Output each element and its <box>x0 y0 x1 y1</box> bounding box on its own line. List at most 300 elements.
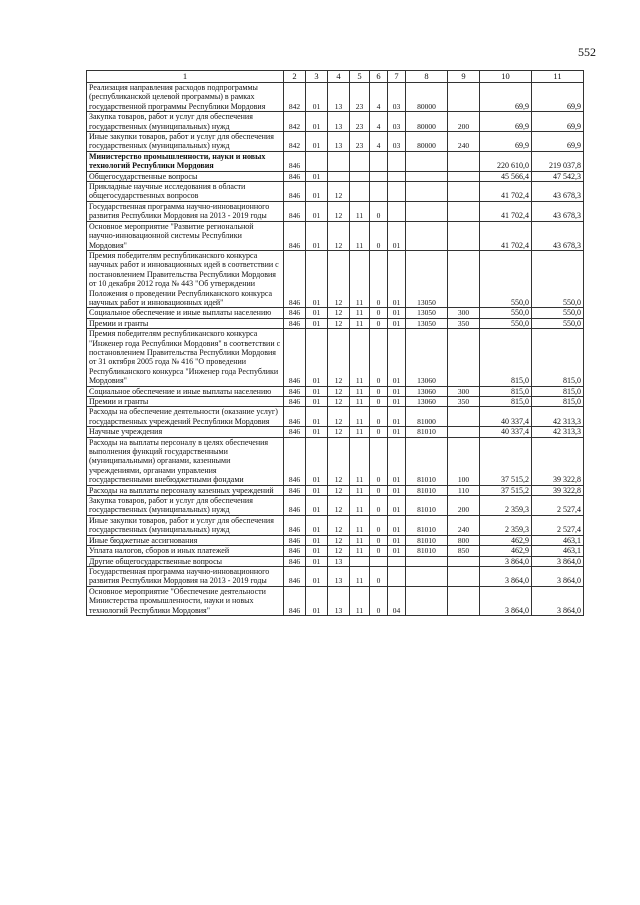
code-cell: 80000 <box>406 83 448 112</box>
row-name: Закупка товаров, работ и услуг для обеспечения государственных (муниципальных) нужд <box>87 112 284 132</box>
row-name: Научные учреждения <box>87 427 284 437</box>
row-name: Иные закупки товаров, работ и услуг для обеспечения государственных (муниципальных) нужд <box>87 515 284 535</box>
row-name: Иные бюджетные ассигнования <box>87 535 284 545</box>
table-row <box>87 329 584 386</box>
code-cell <box>388 171 406 181</box>
amount-cell: 41 702,4 <box>480 221 532 250</box>
code-cell <box>350 151 370 171</box>
table-row <box>87 201 584 221</box>
amount-cell: 3 864,0 <box>480 566 532 586</box>
code-cell: 0 <box>370 201 388 221</box>
amount-cell: 815,0 <box>480 329 532 386</box>
code-cell: 12 <box>328 250 350 307</box>
code-cell: 0 <box>370 397 388 407</box>
table-row <box>87 151 584 171</box>
code-cell: 0 <box>370 566 388 586</box>
code-cell: 846 <box>284 308 306 318</box>
table-row <box>87 407 584 427</box>
code-cell: 81010 <box>406 546 448 556</box>
code-cell: 01 <box>388 515 406 535</box>
code-cell: 01 <box>306 132 328 152</box>
row-name: Государственная программа научно-инновационного развития Республики Мордовия на 2013 - 2019 годы <box>87 201 284 221</box>
code-cell: 4 <box>370 83 388 112</box>
amount-cell: 42 313,3 <box>532 407 584 427</box>
code-cell: 12 <box>328 515 350 535</box>
code-cell: 11 <box>350 515 370 535</box>
code-cell: 23 <box>350 83 370 112</box>
code-cell: 12 <box>328 386 350 396</box>
code-cell <box>388 201 406 221</box>
code-cell <box>370 182 388 202</box>
amount-cell: 43 678,3 <box>532 182 584 202</box>
code-cell: 01 <box>306 485 328 495</box>
code-cell: 01 <box>306 586 328 615</box>
code-cell: 11 <box>350 566 370 586</box>
table-row <box>87 556 584 566</box>
code-cell: 846 <box>284 515 306 535</box>
code-cell <box>370 556 388 566</box>
code-cell: 12 <box>328 329 350 386</box>
amount-cell: 69,9 <box>532 83 584 112</box>
table-row <box>87 171 584 181</box>
code-cell: 846 <box>284 496 306 516</box>
amount-cell: 462,9 <box>480 546 532 556</box>
code-cell: 850 <box>448 546 480 556</box>
amount-cell: 69,9 <box>480 132 532 152</box>
table-row <box>87 386 584 396</box>
amount-cell: 2 527,4 <box>532 496 584 516</box>
code-cell: 81010 <box>406 515 448 535</box>
code-cell: 0 <box>370 515 388 535</box>
code-cell: 01 <box>388 250 406 307</box>
amount-cell: 69,9 <box>532 112 584 132</box>
code-cell <box>406 556 448 566</box>
code-cell <box>328 171 350 181</box>
code-cell: 01 <box>306 171 328 181</box>
code-cell: 23 <box>350 132 370 152</box>
code-cell: 12 <box>328 308 350 318</box>
amount-cell: 69,9 <box>532 132 584 152</box>
code-cell: 81000 <box>406 407 448 427</box>
code-cell: 23 <box>350 112 370 132</box>
code-cell: 01 <box>306 308 328 318</box>
table-row <box>87 308 584 318</box>
code-cell <box>448 221 480 250</box>
code-cell: 01 <box>306 250 328 307</box>
code-cell: 846 <box>284 250 306 307</box>
code-cell: 12 <box>328 397 350 407</box>
code-cell: 12 <box>328 437 350 485</box>
code-cell: 846 <box>284 586 306 615</box>
amount-cell: 40 337,4 <box>480 407 532 427</box>
code-cell: 01 <box>388 386 406 396</box>
code-cell <box>350 556 370 566</box>
row-name: Премия победителям республиканского конкурса научных работ и инновационных идей в соответствии с постановлением Правительства Республики Мордовия от 10 декабря 2012 года № 443 "Об утверждении Положения о проведении Республиканского конкурса научных работ и инновационных идей" <box>87 250 284 307</box>
column-header: 11 <box>532 71 584 83</box>
amount-cell: 550,0 <box>532 318 584 328</box>
code-cell: 11 <box>350 535 370 545</box>
row-name: Социальное обеспечение и иные выплаты населению <box>87 386 284 396</box>
amount-cell: 550,0 <box>480 318 532 328</box>
row-name: Основное мероприятие "Развитие региональной научно-инновационной системы Республики Мордовия" <box>87 221 284 250</box>
code-cell: 846 <box>284 151 306 171</box>
code-cell: 01 <box>306 515 328 535</box>
page-number: 552 <box>578 45 596 59</box>
code-cell: 11 <box>350 407 370 427</box>
column-header: 7 <box>388 71 406 83</box>
table-row <box>87 437 584 485</box>
code-cell: 11 <box>350 397 370 407</box>
code-cell: 12 <box>328 427 350 437</box>
row-name: Министерство промышленности, науки и новых технологий Республики Мордовия <box>87 151 284 171</box>
code-cell: 11 <box>350 546 370 556</box>
amount-cell: 463,1 <box>532 535 584 545</box>
amount-cell: 463,1 <box>532 546 584 556</box>
code-cell <box>406 151 448 171</box>
code-cell: 01 <box>306 566 328 586</box>
code-cell: 11 <box>350 437 370 485</box>
amount-cell: 43 678,3 <box>532 201 584 221</box>
code-cell: 200 <box>448 496 480 516</box>
code-cell: 11 <box>350 496 370 516</box>
amount-cell: 815,0 <box>480 397 532 407</box>
code-cell: 0 <box>370 437 388 485</box>
code-cell: 12 <box>328 318 350 328</box>
amount-cell: 3 864,0 <box>532 586 584 615</box>
amount-cell: 2 359,3 <box>480 515 532 535</box>
code-cell: 350 <box>448 397 480 407</box>
code-cell: 846 <box>284 566 306 586</box>
code-cell: 846 <box>284 329 306 386</box>
code-cell: 11 <box>350 386 370 396</box>
code-cell: 01 <box>306 112 328 132</box>
code-cell <box>448 201 480 221</box>
code-cell: 01 <box>306 437 328 485</box>
code-cell: 350 <box>448 318 480 328</box>
row-name: Социальное обеспечение и иные выплаты населению <box>87 308 284 318</box>
code-cell: 03 <box>388 112 406 132</box>
code-cell: 12 <box>328 485 350 495</box>
code-cell <box>448 329 480 386</box>
amount-cell: 3 864,0 <box>480 586 532 615</box>
code-cell: 11 <box>350 427 370 437</box>
row-name: Расходы на выплаты персоналу в целях обеспечения выполнения функций государственными (муниципальными) органами, казенными учреждениями, органами управления государственными внебюджетными фондами <box>87 437 284 485</box>
code-cell: 01 <box>306 386 328 396</box>
amount-cell: 42 313,3 <box>532 427 584 437</box>
amount-cell: 3 864,0 <box>480 556 532 566</box>
table-row <box>87 427 584 437</box>
code-cell: 01 <box>388 546 406 556</box>
row-name: Расходы на выплаты персоналу казенных учреждений <box>87 485 284 495</box>
column-header: 5 <box>350 71 370 83</box>
table-row <box>87 546 584 556</box>
code-cell: 11 <box>350 485 370 495</box>
code-cell: 01 <box>388 329 406 386</box>
amount-cell: 45 566,4 <box>480 171 532 181</box>
code-cell: 0 <box>370 308 388 318</box>
amount-cell: 37 515,2 <box>480 437 532 485</box>
column-header: 4 <box>328 71 350 83</box>
column-header: 3 <box>306 71 328 83</box>
row-name: Прикладные научные исследования в области общегосударственных вопросов <box>87 182 284 202</box>
code-cell: 12 <box>328 407 350 427</box>
table-row <box>87 83 584 112</box>
code-cell: 13 <box>328 132 350 152</box>
amount-cell: 2 359,3 <box>480 496 532 516</box>
amount-cell: 40 337,4 <box>480 427 532 437</box>
code-cell: 842 <box>284 83 306 112</box>
table-row <box>87 535 584 545</box>
code-cell: 13060 <box>406 397 448 407</box>
code-cell: 11 <box>350 329 370 386</box>
table-row <box>87 318 584 328</box>
code-cell: 846 <box>284 437 306 485</box>
code-cell: 13060 <box>406 386 448 396</box>
code-cell <box>448 586 480 615</box>
code-cell: 110 <box>448 485 480 495</box>
code-cell: 11 <box>350 308 370 318</box>
code-cell: 01 <box>306 556 328 566</box>
amount-cell: 462,9 <box>480 535 532 545</box>
amount-cell: 3 864,0 <box>532 566 584 586</box>
code-cell: 81010 <box>406 427 448 437</box>
code-cell: 11 <box>350 221 370 250</box>
code-cell: 01 <box>388 535 406 545</box>
code-cell <box>388 556 406 566</box>
code-cell: 0 <box>370 318 388 328</box>
code-cell: 01 <box>306 329 328 386</box>
code-cell <box>388 566 406 586</box>
code-cell: 846 <box>284 485 306 495</box>
amount-cell: 37 515,2 <box>480 485 532 495</box>
code-cell: 846 <box>284 386 306 396</box>
row-name: Другие общегосударственные вопросы <box>87 556 284 566</box>
row-name: Государственная программа научно-инновационного развития Республики Мордовия на 2013 - 2019 годы <box>87 566 284 586</box>
amount-cell: 39 322,8 <box>532 437 584 485</box>
code-cell: 846 <box>284 171 306 181</box>
code-cell: 12 <box>328 546 350 556</box>
code-cell: 0 <box>370 485 388 495</box>
amount-cell: 39 322,8 <box>532 485 584 495</box>
row-name: Премии и гранты <box>87 397 284 407</box>
amount-cell: 815,0 <box>532 397 584 407</box>
amount-cell: 815,0 <box>532 329 584 386</box>
budget-table <box>86 70 584 616</box>
row-name: Премии и гранты <box>87 318 284 328</box>
code-cell: 0 <box>370 386 388 396</box>
code-cell: 01 <box>388 397 406 407</box>
table-row <box>87 132 584 152</box>
code-cell: 240 <box>448 515 480 535</box>
code-cell: 11 <box>350 586 370 615</box>
code-cell: 846 <box>284 535 306 545</box>
table-row <box>87 566 584 586</box>
code-cell: 13 <box>328 556 350 566</box>
code-cell: 0 <box>370 496 388 516</box>
code-cell: 01 <box>388 485 406 495</box>
code-cell: 800 <box>448 535 480 545</box>
row-name: Премия победителям республиканского конкурса "Инженер года Республики Мордовия" в соответствии с постановлением Правительства Республики Мордовия от 31 октября 2005 года № 416 "О проведении Республиканского конкурса "Инженер года Республики Мордовия" <box>87 329 284 386</box>
code-cell <box>306 151 328 171</box>
code-cell: 11 <box>350 201 370 221</box>
code-cell: 842 <box>284 112 306 132</box>
column-header: 8 <box>406 71 448 83</box>
amount-cell: 550,0 <box>532 308 584 318</box>
code-cell: 12 <box>328 221 350 250</box>
code-cell: 01 <box>306 407 328 427</box>
column-header: 6 <box>370 71 388 83</box>
code-cell: 200 <box>448 112 480 132</box>
code-cell: 13 <box>328 83 350 112</box>
table-row <box>87 182 584 202</box>
code-cell <box>448 566 480 586</box>
code-cell <box>370 151 388 171</box>
row-name: Реализация направления расходов подпрограммы (республиканской целевой программы) в рамках государственной программы Республики Мордовия <box>87 83 284 112</box>
code-cell: 12 <box>328 496 350 516</box>
code-cell: 01 <box>388 437 406 485</box>
table-row <box>87 515 584 535</box>
code-cell: 846 <box>284 397 306 407</box>
code-cell: 81010 <box>406 496 448 516</box>
amount-cell: 47 542,3 <box>532 171 584 181</box>
amount-cell: 220 610,0 <box>480 151 532 171</box>
table-row <box>87 485 584 495</box>
row-name: Уплата налогов, сборов и иных платежей <box>87 546 284 556</box>
code-cell: 0 <box>370 535 388 545</box>
code-cell: 81010 <box>406 535 448 545</box>
amount-cell: 550,0 <box>480 250 532 307</box>
row-name: Иные закупки товаров, работ и услуг для обеспечения государственных (муниципальных) нужд <box>87 132 284 152</box>
code-cell: 81010 <box>406 437 448 485</box>
amount-cell: 815,0 <box>480 386 532 396</box>
code-cell: 81010 <box>406 485 448 495</box>
code-cell: 846 <box>284 546 306 556</box>
code-cell: 12 <box>328 201 350 221</box>
code-cell <box>406 221 448 250</box>
code-cell: 11 <box>350 318 370 328</box>
column-header: 2 <box>284 71 306 83</box>
code-cell: 01 <box>388 221 406 250</box>
column-header: 1 <box>87 71 284 83</box>
row-name: Общегосударственные вопросы <box>87 171 284 181</box>
code-cell: 01 <box>306 427 328 437</box>
code-cell: 13 <box>328 586 350 615</box>
code-cell: 300 <box>448 386 480 396</box>
table-row <box>87 221 584 250</box>
code-cell: 01 <box>306 318 328 328</box>
code-cell: 846 <box>284 427 306 437</box>
code-cell <box>448 151 480 171</box>
code-cell: 01 <box>306 397 328 407</box>
amount-cell: 219 037,8 <box>532 151 584 171</box>
code-cell: 01 <box>388 318 406 328</box>
code-cell: 4 <box>370 132 388 152</box>
amount-cell: 69,9 <box>480 112 532 132</box>
code-cell: 03 <box>388 83 406 112</box>
code-cell <box>350 171 370 181</box>
column-header: 10 <box>480 71 532 83</box>
code-cell: 01 <box>306 546 328 556</box>
code-cell <box>448 556 480 566</box>
table-row <box>87 586 584 615</box>
amount-cell: 43 678,3 <box>532 221 584 250</box>
code-cell: 11 <box>350 250 370 307</box>
code-cell: 04 <box>388 586 406 615</box>
amount-cell: 550,0 <box>480 308 532 318</box>
code-cell: 846 <box>284 182 306 202</box>
code-cell: 01 <box>306 182 328 202</box>
table-header-row <box>87 71 584 83</box>
code-cell: 01 <box>388 308 406 318</box>
code-cell: 846 <box>284 556 306 566</box>
amount-cell: 550,0 <box>532 250 584 307</box>
amount-cell: 69,9 <box>480 83 532 112</box>
code-cell: 0 <box>370 329 388 386</box>
code-cell: 0 <box>370 427 388 437</box>
code-cell: 13050 <box>406 318 448 328</box>
code-cell: 01 <box>306 221 328 250</box>
code-cell: 12 <box>328 535 350 545</box>
code-cell: 13 <box>328 112 350 132</box>
code-cell <box>406 201 448 221</box>
code-cell <box>448 182 480 202</box>
table-row <box>87 112 584 132</box>
code-cell <box>448 427 480 437</box>
code-cell: 01 <box>306 201 328 221</box>
code-cell: 01 <box>306 535 328 545</box>
code-cell: 100 <box>448 437 480 485</box>
code-cell: 846 <box>284 318 306 328</box>
code-cell: 240 <box>448 132 480 152</box>
code-cell: 846 <box>284 221 306 250</box>
code-cell: 13060 <box>406 329 448 386</box>
code-cell <box>448 250 480 307</box>
code-cell: 4 <box>370 112 388 132</box>
code-cell: 80000 <box>406 132 448 152</box>
code-cell: 846 <box>284 201 306 221</box>
code-cell: 12 <box>328 182 350 202</box>
code-cell <box>350 182 370 202</box>
code-cell: 01 <box>388 496 406 516</box>
amount-cell: 41 702,4 <box>480 201 532 221</box>
code-cell <box>448 83 480 112</box>
row-name: Закупка товаров, работ и услуг для обеспечения государственных (муниципальных) нужд <box>87 496 284 516</box>
code-cell: 846 <box>284 407 306 427</box>
code-cell <box>370 171 388 181</box>
code-cell <box>448 407 480 427</box>
table-row <box>87 250 584 307</box>
column-header: 9 <box>448 71 480 83</box>
code-cell: 01 <box>388 427 406 437</box>
code-cell: 0 <box>370 221 388 250</box>
code-cell: 80000 <box>406 112 448 132</box>
amount-cell: 2 527,4 <box>532 515 584 535</box>
code-cell <box>388 151 406 171</box>
code-cell: 0 <box>370 407 388 427</box>
code-cell: 842 <box>284 132 306 152</box>
code-cell: 0 <box>370 546 388 556</box>
code-cell: 13 <box>328 566 350 586</box>
code-cell <box>448 171 480 181</box>
code-cell: 300 <box>448 308 480 318</box>
row-name: Расходы на обеспечение деятельности (оказание услуг) государственных учреждений Республики Мордовия <box>87 407 284 427</box>
code-cell: 0 <box>370 586 388 615</box>
code-cell: 13050 <box>406 250 448 307</box>
code-cell <box>406 586 448 615</box>
code-cell: 0 <box>370 250 388 307</box>
amount-cell: 815,0 <box>532 386 584 396</box>
code-cell <box>388 182 406 202</box>
